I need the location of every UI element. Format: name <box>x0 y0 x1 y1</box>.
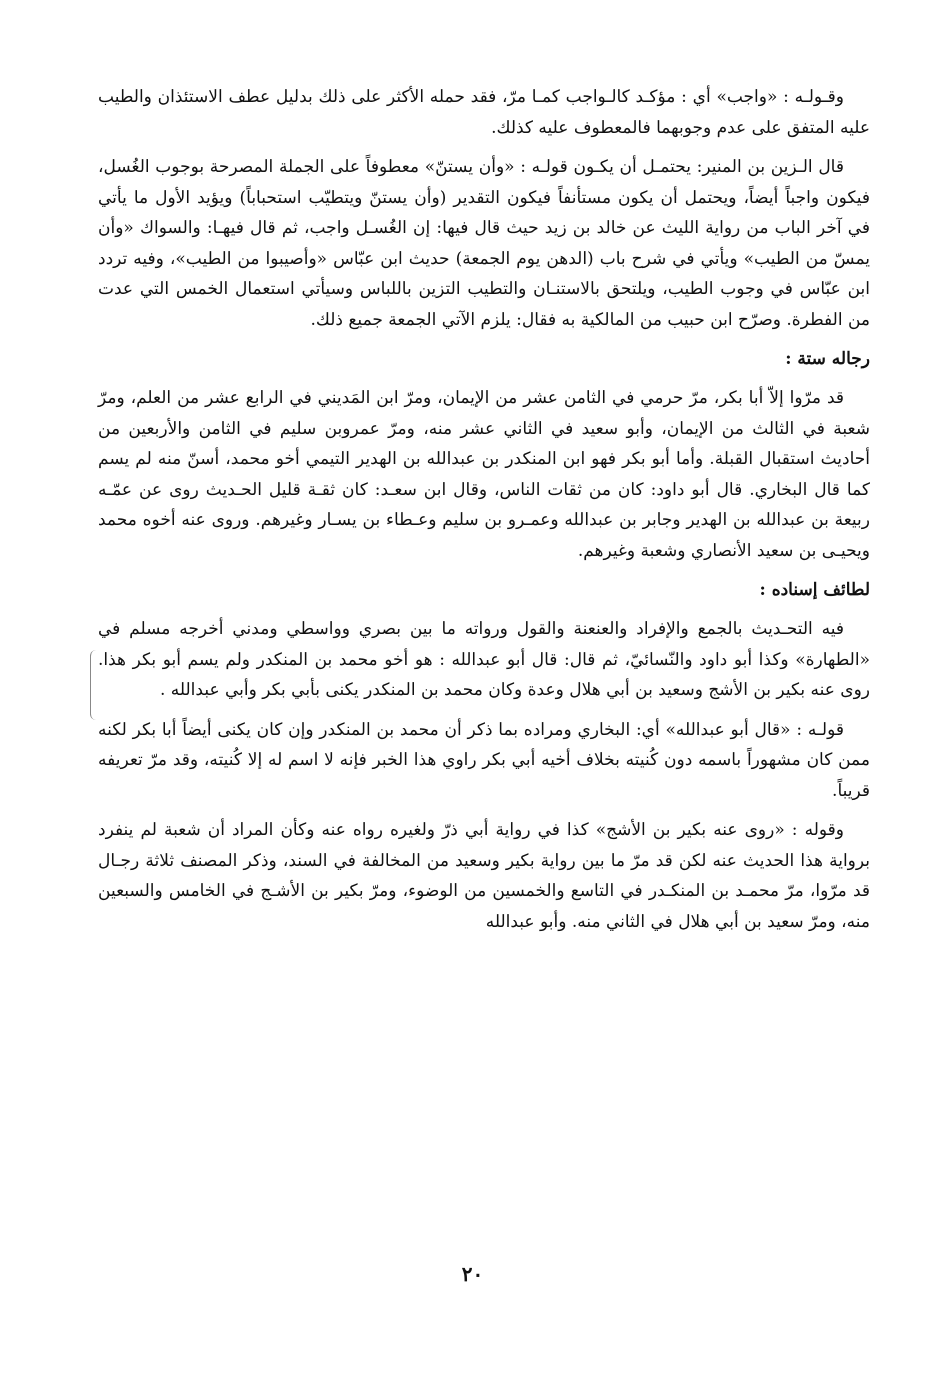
section-heading-isnad-subtleties: لطائف إسناده : <box>759 580 870 600</box>
paragraph-bukair: وقوله : «روى عنه بكير بن الأشج» كذا في رواية أبي ذرّ ولغيره رواه عنه وكأن المراد أن شعبة لم ينفرد برواية هذا الحديث عنه لكن قد مرّ ما بين رواية بكير وسعيد من المخالفة في السند، وذكر المصنف ثلاثة رجـال قد مرّوا، مرّ محمـد بن المنكـدر في التاسع والخمسين من الوضوء، ومرّ بكير بن الأشـج في الخامس والسبعين منه، ومرّ سعيد بن أبي هلال في الثاني منه. وأبو عبدالله <box>98 820 870 932</box>
page-body <box>98 82 870 946</box>
paragraph-narrators: قد مرّوا إلاّ أبا بكر، مرّ حرمي في الثامن عشر من الإيمان، ومرّ ابن المَديني في الرابع عشر من العلم، ومرّ شعبة في الثالث من الإيمان، وأبو سعيد في الثاني عشر منه، ومرّ عمروبن سليم في الثامن والأربعين من أحاديث استقبال القبلة. وأما أبو بكر فهو ابن المنكدر بن عبدالله بن الهدير التيمي أخو محمد، أسنّ منه لم يسم كما قال البخاري. قال أبو داود: كان من ثقات الناس، وقال ابن سعـد: كان ثقـة قليل الحـديث روى عن عمّـه ربيعة بن عبدالله بن الهدير وجابر بن عبدالله وعمـرو بن سليم وعـطاء بن يسـار وغيرهم. وروى عنه أخوه محمد ويحيـى بن سعيد الأنصاري وشعبة وغيرهم. <box>98 388 870 561</box>
margin-bracket-mark <box>90 650 99 720</box>
section-heading-narrators: رجاله ستة : <box>785 349 870 369</box>
paragraph-tahdith: فيه التحـديث بالجمع والإفراد والعنعنة والقول ورواته ما بين بصري وواسطي ومدني أخرجه مسلم في «الطهارة» وكذا أبو داود والنّسائيّ، ثم قال: قال أبو عبدالله : هو أخو محمد بن المنكدر ولم يسم أبو بكر هذا. روى عنه بكير بن الأشج وسعيد بن أبي هلال وعدة وكان محمد بن المنكدر يكنى بأبي بكر وأبي عبدالله . <box>98 619 870 700</box>
paragraph-wajib: وقـولـه : «واجب» أي : مؤكـد كالـواجب كمـا مرّ، فقد حمله الأكثر على ذلك بدليل عطف الاستئذان والطيب عليه المتفق على عدم وجوبهما فالمعطوف عليه كذلك. <box>98 87 870 138</box>
page-number: ٢٠ <box>461 1262 484 1286</box>
paragraph-abu-abdullah: قولـه : «قال أبو عبدالله» أي: البخاري ومراده بما ذكر أن محمد بن المنكدر وإن كان يكنى أيضاً أبا بكر لكنه ممن كان مشهوراً باسمه دون كُنيته بخلاف أخيه أبي بكر راوي هذا الخبر فإنه لا اسم له إلا كُنيته، وقد مرّ تعريفه قريباً. <box>98 719 870 801</box>
paragraph-zain-ibn-munir: قال الـزين بن المنير: يحتمـل أن يكـون قولـه : «وأن يستنّ» معطوفاً على الجملة المصرحة بوجوب الغُسل، فيكون واجباً أيضاً، ويحتمل أن يكون مستأنفاً فيكون التقدير (وأن يستنّ ويتطيّب استحباباً) ويؤيد الأول ما يأتي في آخر الباب من رواية الليث عن خالد بن زيد حيث قال فيها: إن الغُسـل واجب، ثم قال فيهـا: والسواك «وأن يمسّ من الطيب» ويأتي في شرح باب (الدهن يوم الجمعة) حديث ابن عبّاس «وأصيبوا من الطيب»، وفيه تردد ابن عبّاس في وجوب الطيب، ويلتحق بالاستنـان والتطيب التزين باللباس وسيأتي استعمال الخمس التي عدت من الفطرة. وصرّح ابن حبيب من المالكية به فقال: يلزم الآتي الجمعة جميع ذلك. <box>98 157 870 330</box>
